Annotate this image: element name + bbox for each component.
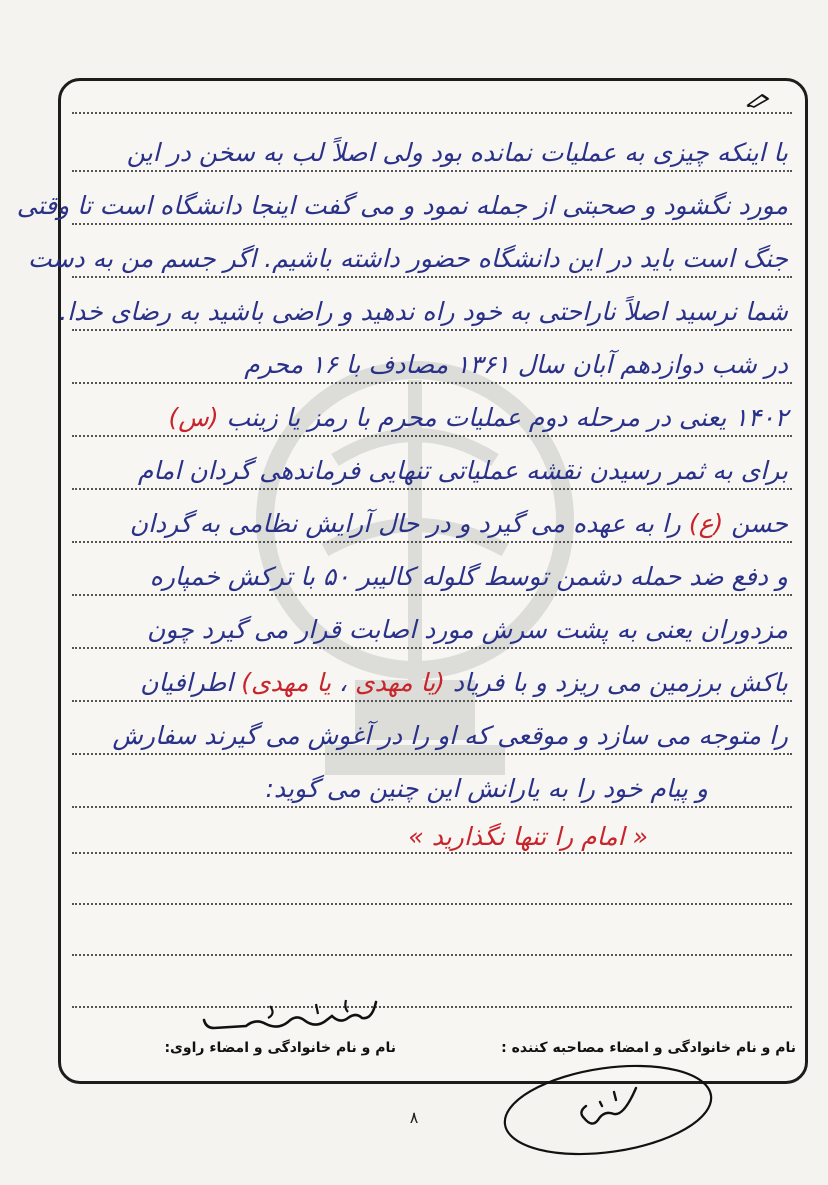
ruled-line: [72, 435, 792, 437]
text-line-8: [88, 509, 788, 538]
text-line-4: شما نرسید اصلاً ناراحتی به خود راه ندهید و راضی باشید به رضای خدا.: [59, 297, 788, 326]
text-line-10: مزدوران یعنی به پشت سرش مورد اصابت قرار می گیرد چون: [147, 615, 788, 644]
text-line-8-start: حسن: [723, 509, 788, 538]
text-line-1: با اینکه چیزی به عملیات نمانده بود ولی اصلاً لب به سخن در این: [126, 138, 788, 167]
text-line-12: را متوجه می سازد و موقعی که او را در آغوش می گیرند سفارش: [112, 721, 788, 750]
narrator-signature: [196, 994, 386, 1040]
ruled-line: [72, 806, 792, 808]
ruled-line: [72, 594, 792, 596]
ruled-line: [72, 276, 792, 278]
text-line-11-sep: ،: [331, 668, 356, 697]
text-line-2: مورد نگشود و صحبتی از جمله نمود و می گفت اینجا دانشگاه است تا وقتی: [16, 191, 788, 220]
ruled-line: [72, 647, 792, 649]
text-line-11-red-2: یا مهدی): [241, 668, 332, 697]
ruled-line: [72, 382, 792, 384]
ruled-line: [72, 170, 792, 172]
text-line-11-red-1: (یا مهدی: [355, 668, 445, 697]
text-line-14: « امام را تنها نگذارید »: [408, 822, 648, 851]
text-line-5: در شب دوازدهم آبان سال ۱۳۶۱ مصادف با ۱۶ محرم: [244, 350, 788, 379]
text-line-11-start: باکش برزمین می ریزد و با فریاد: [444, 668, 788, 697]
ruled-line: [72, 488, 792, 490]
text-line-11: [88, 668, 788, 697]
ruled-line: [72, 852, 792, 854]
ruled-line: [72, 1006, 792, 1008]
text-line-11-end: اطرافیان: [140, 668, 242, 697]
ruled-line: [72, 700, 792, 702]
ruled-line: [72, 223, 792, 225]
text-line-6-main: ۱۴۰۲ یعنی در مرحله دوم عملیات محرم با رمز یا زینب: [218, 403, 788, 432]
ruled-line: [72, 541, 792, 543]
text-line-6: [88, 403, 788, 432]
text-line-8-end: را به عهده می گیرد و در حال آرایش نظامی به گردان: [129, 509, 689, 538]
text-line-13: و پیام خود را به یارانش این چنین می گوید:: [265, 774, 708, 803]
page-number: ۸: [409, 1108, 419, 1127]
text-line-7: برای به ثمر رسیدن نقشه عملیاتی تنهایی فرماندهی گردان امام: [137, 456, 788, 485]
ruled-line: [72, 903, 792, 905]
pen-icon: [746, 92, 772, 108]
text-line-9: و دفع ضد حمله دشمن توسط گلوله کالیبر ۵۰ با ترکش خمپاره: [149, 562, 788, 591]
ruled-line: [72, 112, 792, 114]
ruled-line: [72, 753, 792, 755]
text-line-6-red: (س): [168, 403, 219, 432]
interviewer-label: نام و نام خانوادگی و امضاء مصاحبه کننده :: [501, 1040, 796, 1056]
text-line-3: جنگ است باید در این دانشگاه حضور داشته باشیم. اگر جسم من به دست: [28, 244, 788, 273]
narrator-label: نام و نام خانوادگی و امضاء راوی:: [164, 1040, 396, 1056]
text-line-8-red: (ع): [688, 509, 724, 538]
ruled-line: [72, 954, 792, 956]
ruled-line: [72, 329, 792, 331]
